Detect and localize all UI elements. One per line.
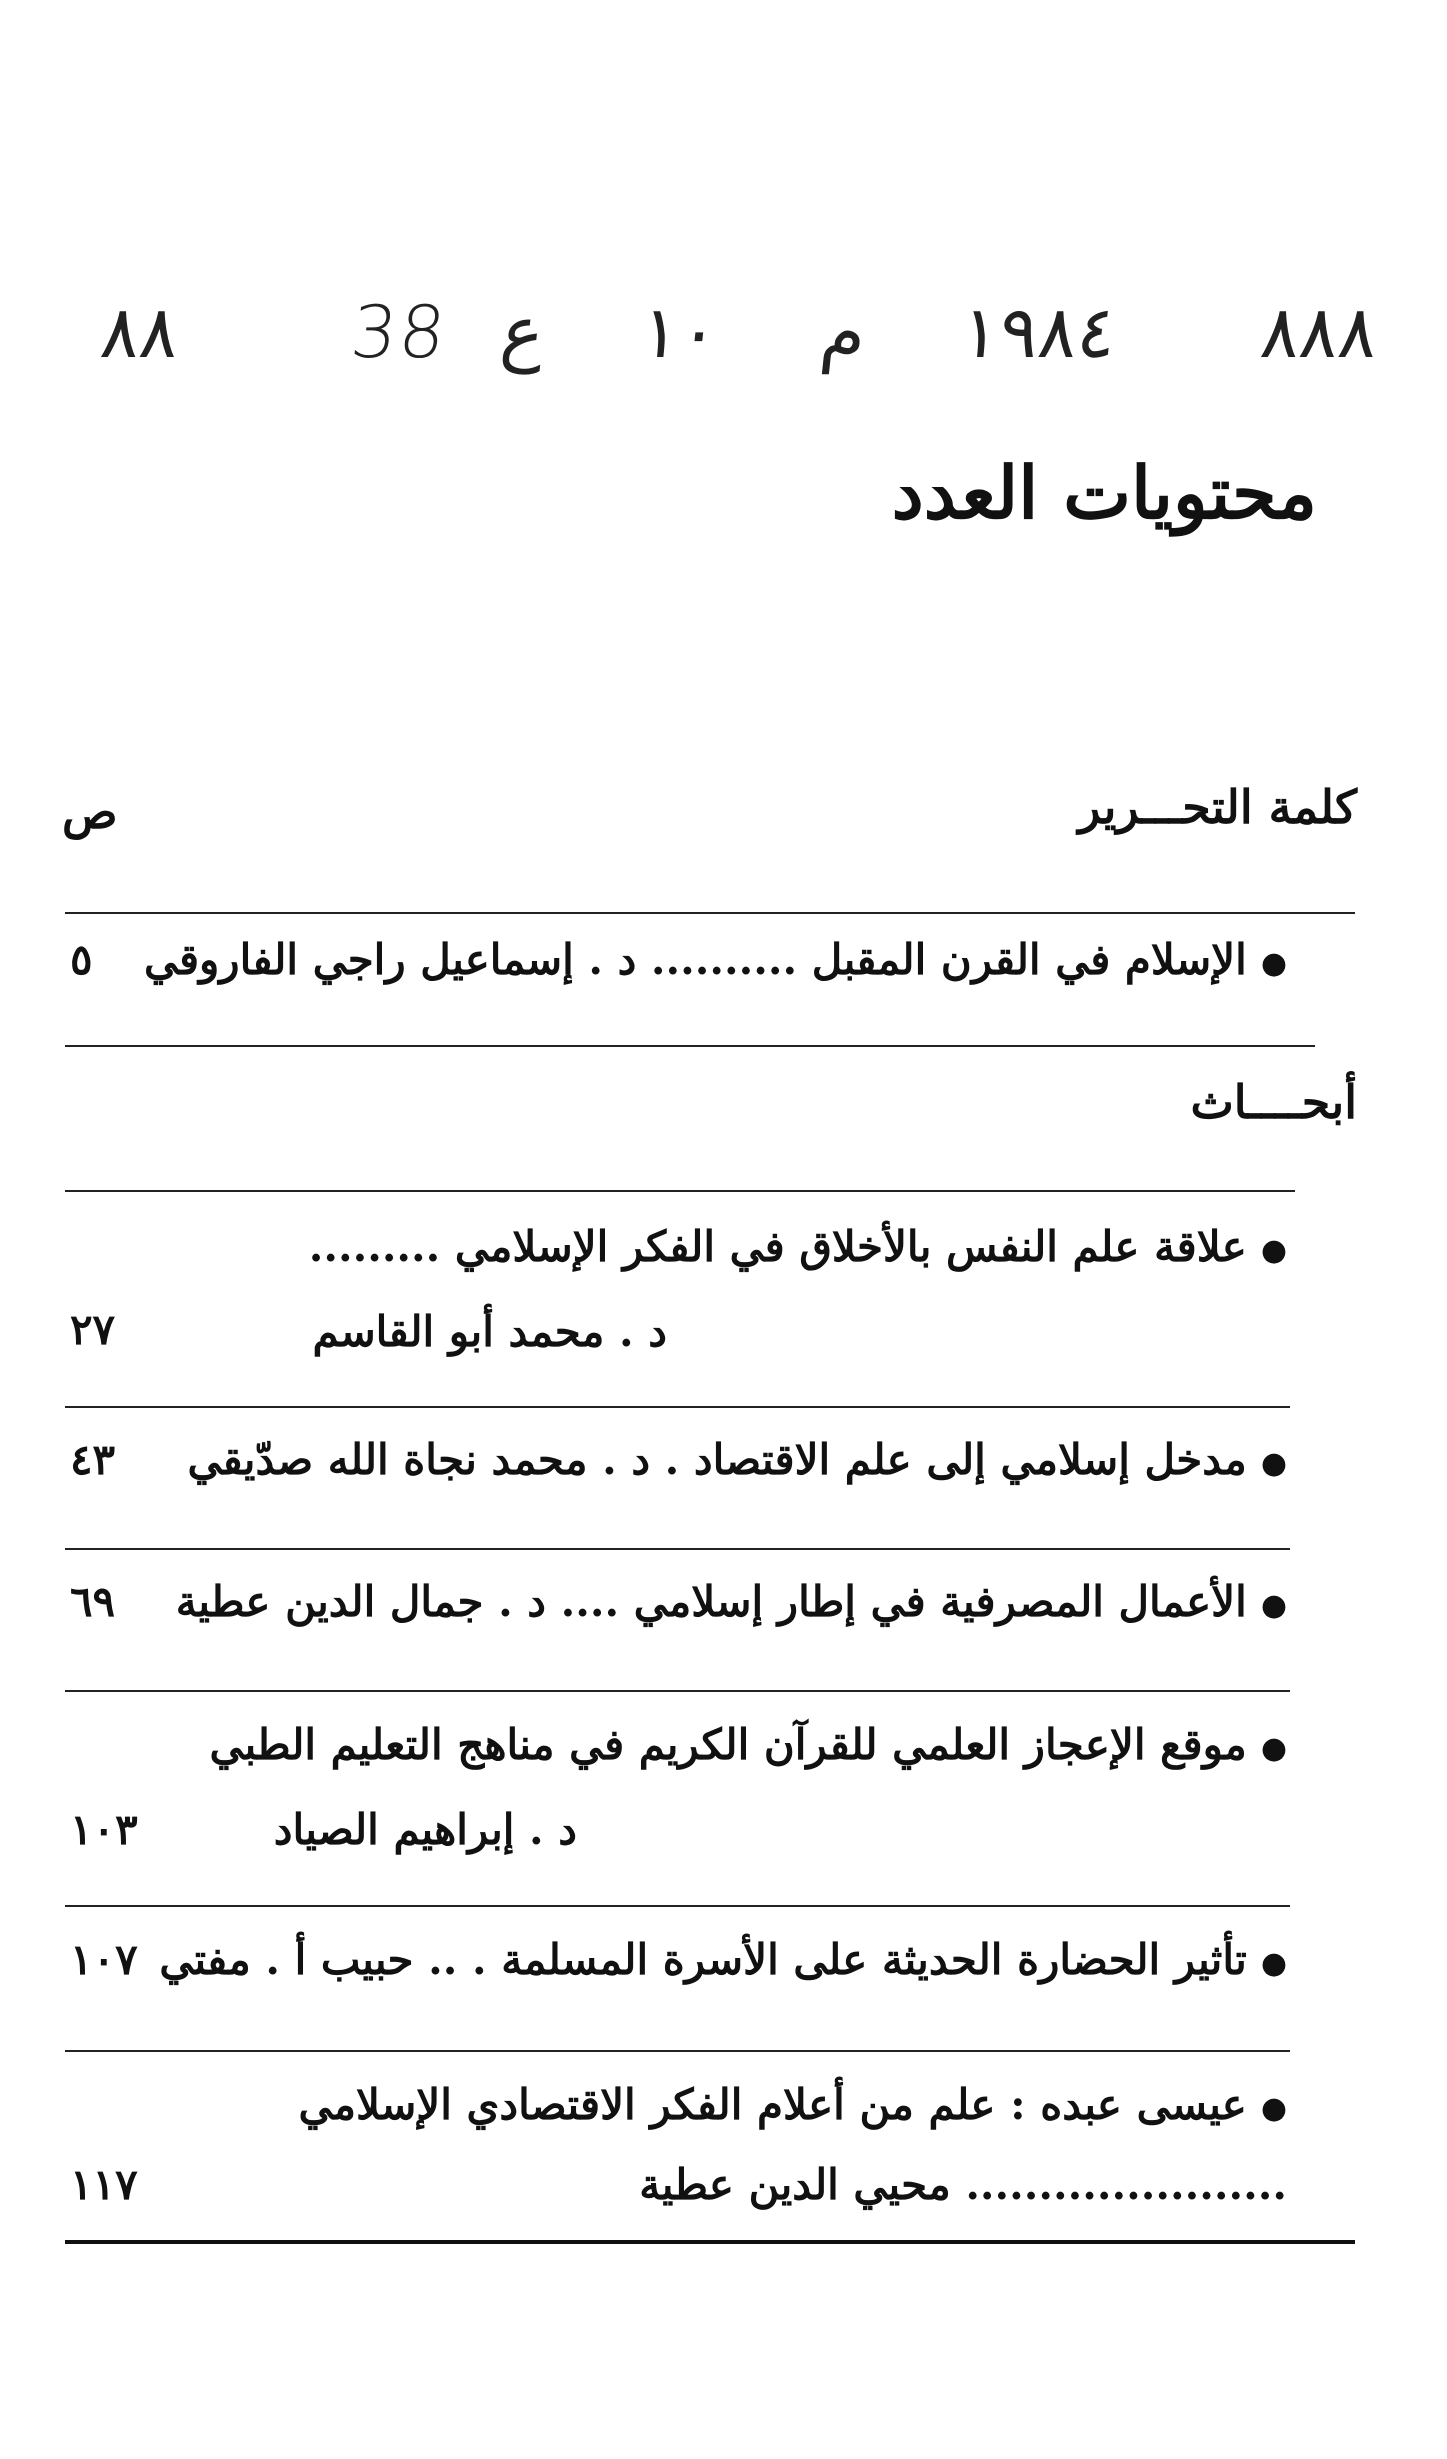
toc-entry-author: د . إبراهيم الصياد	[273, 1805, 577, 1854]
handwritten-token: ٨٨	[96, 290, 184, 374]
toc-entry-title: ●مدخل إسلامي إلى علم الاقتصاد . د . محمد نجاة الله صدّيقي	[187, 1435, 1287, 1484]
divider	[65, 1690, 1290, 1692]
toc-entry-author: د . محمد أبو القاسم	[312, 1307, 667, 1356]
page-title: محتويات العدد	[891, 450, 1317, 535]
bullet-icon: ●	[1260, 1232, 1287, 1268]
bullet-icon: ●	[1260, 2090, 1287, 2126]
toc-entry-title: ●علاقة علم النفس بالأخلاق في الفكر الإسلامي .........	[308, 1222, 1287, 1271]
toc-entry-page: ١٠٣	[70, 1805, 138, 1854]
handwritten-token: 38	[346, 290, 452, 374]
handwritten-token: ع	[496, 290, 549, 374]
divider-bottom	[65, 2240, 1355, 2244]
bullet-icon: ●	[1260, 1945, 1287, 1981]
toc-entry-page: ١١٧	[70, 2160, 138, 2209]
handwritten-token: ١٩٨٤	[956, 290, 1121, 374]
divider	[65, 1406, 1290, 1408]
divider	[65, 1548, 1290, 1550]
divider	[65, 1905, 1290, 1907]
toc-entry-page: ٢٧	[70, 1305, 116, 1354]
page-column-label: ص	[62, 785, 118, 839]
divider	[65, 2050, 1290, 2052]
bullet-icon: ●	[1260, 1730, 1287, 1766]
toc-entry-page: ٥	[70, 935, 93, 984]
toc-entry-title: ●الإسلام في القرن المقبل .......... د . إسماعيل راجي الفاروقي	[143, 935, 1287, 984]
bullet-icon: ●	[1260, 1587, 1287, 1623]
divider	[65, 912, 1355, 914]
divider	[65, 1190, 1295, 1192]
toc-entry-author: ...................... محيي الدين عطية	[639, 2160, 1287, 2209]
handwritten-token: م	[816, 290, 871, 374]
handwritten-annotation	[74, 290, 1386, 400]
toc-entry-title: ●تأثير الحضارة الحديثة على الأسرة المسلمة . .. حبيب أ . مفتي	[159, 1935, 1287, 1984]
section-heading-editorial: كلمة التحـــرير	[1078, 780, 1357, 834]
section-heading-research: أبحــــاث	[1190, 1075, 1357, 1129]
toc-entry-title: ●الأعمال المصرفية في إطار إسلامي .... د . جمال الدين عطية	[175, 1577, 1287, 1626]
toc-entry-page: ٦٩	[70, 1577, 116, 1626]
bullet-icon: ●	[1260, 945, 1287, 981]
bullet-icon: ●	[1260, 1445, 1287, 1481]
toc-entry-page: ١٠٧	[70, 1935, 138, 1984]
handwritten-token: ١٠	[636, 290, 724, 374]
toc-entry-page: ٤٣	[70, 1435, 116, 1484]
toc-entry-title: ●عيسى عبده : علم من أعلام الفكر الاقتصادي الإسلامي	[298, 2080, 1287, 2129]
divider	[65, 1045, 1315, 1047]
toc-entry-title: ●موقع الإعجاز العلمي للقرآن الكريم في مناهج التعليم الطبي	[209, 1720, 1287, 1769]
handwritten-token: ٨٨٨	[1256, 290, 1382, 374]
